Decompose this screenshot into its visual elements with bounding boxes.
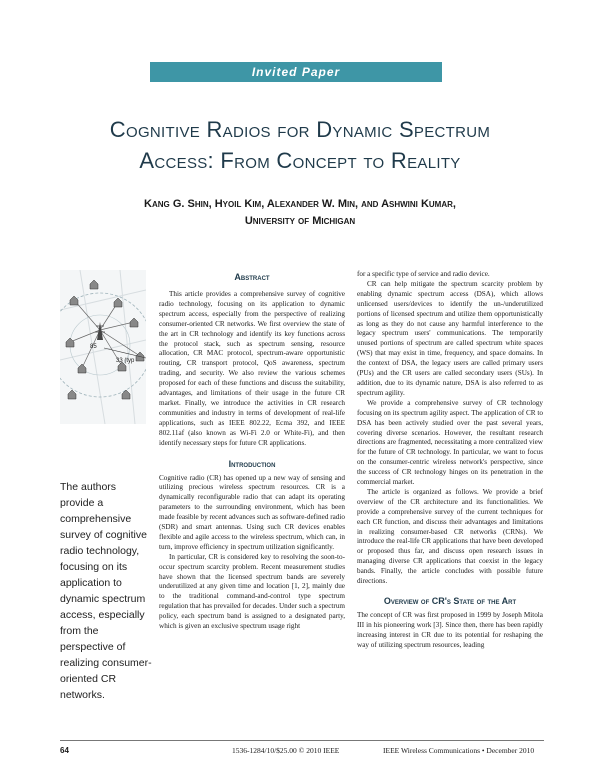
footer-rule <box>60 740 544 741</box>
overview-paragraph-1: The concept of CR was first proposed in 1999 by Joseph Mitola III in his pioneering work [3]. Since then, there has been rapidly increasing interest in CR due to its potential for reshaping the way of utilizing spectrum resources, leading <box>357 611 543 649</box>
authors-affiliation: University of Michigan <box>244 215 356 227</box>
invited-paper-banner: Invited Paper <box>150 62 442 82</box>
article-title <box>40 114 560 176</box>
abstract-text: This article provides a comprehensive survey of cognitive radio technology, focusing on its application to dynamic spectrum access, especially from the perspective of realizing consumer-oriented CR networks. We first overview the state of the art in CR technology and identify its key functions across the protocol stack, such as spectrum sensing, resource allocation, CR MAC protocol, spectrum-aware opportunistic routing, CR transport protocol, QoS awareness, spectrum trading, and security. We also review the various schemes proposed for each of these functions and discuss the suitability, advantages, and limitations of their usage in the future CR market. Finally, we introduce the activities in CR research communities and industry in terms of development of real-life applications, such as IEEE 802.22, Ecma 392, and IEEE 802.11af (also known as Wi-Fi 2.0 or White-Fi), and then identify necessary steps for future CR applications. <box>159 290 345 447</box>
magazine-line: IEEE Wireless Communications • December 2010 <box>383 746 535 755</box>
issn-line: 1536-1284/10/$25.00 © 2010 IEEE <box>232 746 340 755</box>
intro-paragraph-5: We provide a comprehensive survey of CR technology focusing on its spectrum agility aspect. The application of CR to DSA has been actively studied over the past several years, covering diverse scenarios. However, the resultant research directions are fragmented, necessitating a more centralized view for the future of CR technology. In particular, we want to focus on the consumer-centric wireless network's perspective, since the success of CR technology hinges on its penetration in the commercial market. <box>357 398 543 487</box>
authors-line-1: Kang G. Shin, Hyoil Kim, Alexander W. Min, and Ashwini Kumar, <box>144 198 456 210</box>
right-text-column <box>357 270 543 651</box>
overview-heading: Overview of CR's State of the Art <box>383 596 517 606</box>
pull-quote: The authors provide a comprehensive survey of cognitive radio technology, focusing on its application to dynamic spectrum access, especially from the perspective of realizing consumer-oriented CR networks. <box>60 481 152 701</box>
author-list <box>40 196 560 230</box>
intro-paragraph-1: Cognitive radio (CR) has opened up a new way of sensing and utilizing precious wireless spectrum resources. CR is a dynamically reconfigurable radio that can adapt its operating parameters to the surrounding environment, which has been made feasible by recent advances such as software-defined radio (SDR) and smart antennas. Using such CR devices enables flexible and agile access to the wireless spectrum, which can, in turn, improve efficiency in spectrum utilization significantly. <box>159 473 345 551</box>
network-figure <box>60 270 146 424</box>
abstract-heading: Abstract <box>234 272 270 282</box>
title-line-2: Access: From Concept to Reality <box>139 148 461 173</box>
figure-label-a: 85 <box>90 344 97 350</box>
left-text-column <box>159 270 345 632</box>
intro-paragraph-3: for a specific type of service and radio device. <box>357 270 490 278</box>
title-line-1: Cognitive Radios for Dynamic Spectrum <box>109 117 491 142</box>
intro-paragraph-6: The article is organized as follows. We provide a brief overview of the CR architecture and its functionalities. We provide a comprehensive survey of the current techniques for each CR function, and discuss their advantages and limitations in realizing consumer-based CR networks (CRNs). We introduce the real-life CR applications that have been developed or proposed thus far, and discuss open research issues in managing diverse CR applications that coexist in the legacy bands. Finally, the article concludes with possible future directions. <box>357 487 543 586</box>
figure-label-b: 33 (typ <box>116 358 135 364</box>
page-number: 64 <box>60 746 69 755</box>
intro-paragraph-4: CR can help mitigate the spectrum scarcity problem by enabling dynamic spectrum access (DSA), which allows unlicensed users/devices to identify the un-/underutilized portions of licensed spectrum and utilize them opportunistically as long as they do not cause any harmful interference to the legacy spectrum users' communications. The temporarily unused portions of spectrum are called spectrum white spaces (WS) that may exist in time, frequency, and space domains. In the context of DSA, the legacy users are called primary users (PUs) and the CR users are called secondary users (SUs). In addition, due to its dynamic nature, DSA is also referred to as spectrum agility. <box>357 279 543 397</box>
introduction-heading: Introduction <box>228 458 276 469</box>
network-figure-image <box>60 270 146 424</box>
intro-paragraph-2: In particular, CR is considered key to resolving the soon-to-occur spectrum scarcity problem. Recent measurement studies have shown that the licensed spectrum bands are severely underutilized at any given time and location [1, 2], mainly due to the traditional command-and-control type spectrum regulation that has prevailed for decades. Under such a spectrum policy, each spectrum band is assigned to a designated party, which is given an exclusive spectrum usage right <box>159 552 346 631</box>
